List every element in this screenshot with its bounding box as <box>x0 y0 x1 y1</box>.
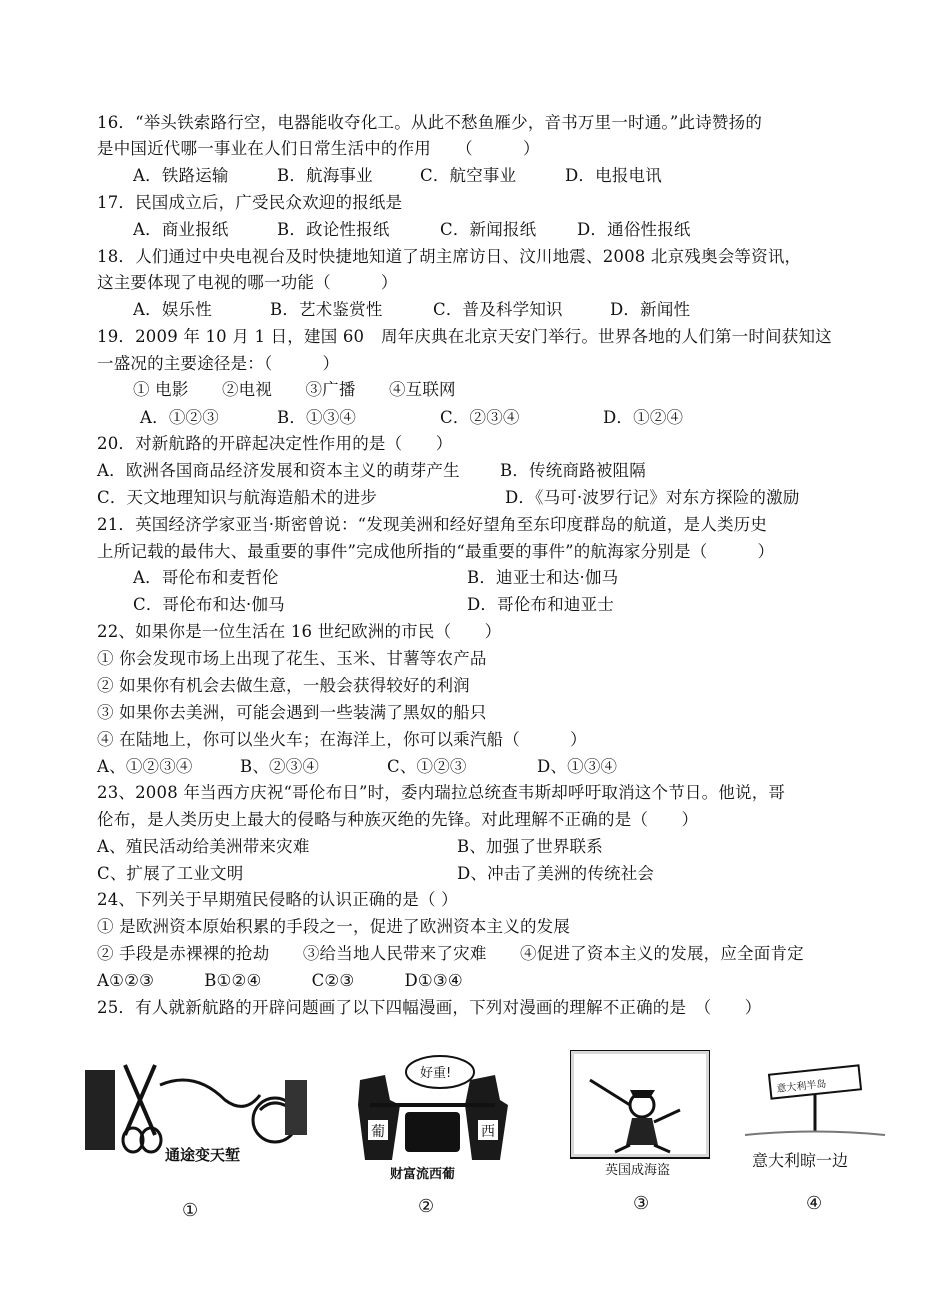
q21-stem-line1: 21．英国经济学家亚当·斯密曾说：“发现美洲和经好望角至东印度群岛的航道，是人类历史 <box>97 515 768 534</box>
q18-option-c: C．普及科学知识 <box>433 300 563 319</box>
cartoon-2-caption: 财富流西葡 <box>390 1167 456 1180</box>
q23-stem-line2: 伦布，是人类历史上最大的侵略与种族灭绝的先锋。对此理解不正确的是（ ） <box>97 810 699 829</box>
q22-item-3: ③ 如果你去美洲，可能会遇到一些装满了黑奴的船只 <box>97 703 487 722</box>
q17-option-c: C．新闻报纸 <box>440 220 537 239</box>
q16-stem-line2: 是中国近代哪一事业在人们日常生活中的作用 （ ） <box>97 139 540 158</box>
q18-option-b: B．艺术鉴赏性 <box>270 300 383 319</box>
q22-item-1: ① 你会发现市场上出现了花生、玉米、甘薯等农产品 <box>97 649 487 668</box>
q22-option-c: C、①②③ <box>387 757 467 776</box>
q23-option-b: B、加强了世界联系 <box>457 837 603 856</box>
q17-option-b: B．政论性报纸 <box>277 220 390 239</box>
q19-stem-line1: 19．2009 年 10 月 1 日，建国 60 周年庆典在北京天安门举行。世界各地的人们第一时间获知这 <box>97 327 832 346</box>
cartoon-3-number: ③ <box>633 1193 650 1214</box>
q16-option-c: C．航空事业 <box>420 166 517 185</box>
cartoon-2-right-tag: 西 <box>481 1124 495 1140</box>
q16-option-b: B．航海事业 <box>277 166 373 185</box>
q17-option-d: D．通俗性报纸 <box>577 220 691 239</box>
q23-stem-line1: 23、2008 年当西方庆祝“哥伦布日”时，委内瑞拉总统查韦斯却呼吁取消这个节日。他说，哥 <box>97 783 786 802</box>
q23-option-c: C、扩展了工业文明 <box>97 864 244 883</box>
q22-stem: 22、如果你是一位生活在 16 世纪欧洲的市民（ ） <box>97 622 502 641</box>
q21-option-c: C．哥伦布和达·伽马 <box>133 595 285 614</box>
q24-options: A①②③ B①②④ C②③ D①③④ <box>97 971 463 990</box>
q19-option-a: A．①②③ <box>140 408 219 427</box>
q18-option-a: A．娱乐性 <box>133 300 212 319</box>
q25-stem: 25．有人就新航路的开辟问题画了以下四幅漫画，下列对漫画的理解不正确的是 （ ） <box>97 998 762 1017</box>
q22-item-4: ④ 在陆地上，你可以坐火车；在海洋上，你可以乘汽船（ ） <box>97 730 587 749</box>
cartoon-3 <box>570 1050 710 1180</box>
q24-stem: 24、下列关于早期殖民侵略的认识正确的是（ ） <box>97 890 458 909</box>
cartoon-4-drawing <box>740 1040 885 1170</box>
q20-option-a: A．欧洲各国商品经济发展和资本主义的萌芽产生 <box>97 461 460 480</box>
q16-option-a: A．铁路运输 <box>133 166 229 185</box>
cartoon-1-drawing <box>85 1040 310 1170</box>
q22-item-2: ② 如果你有机会去做生意，一般会获得较好的利润 <box>97 676 470 695</box>
q21-option-b: B．迪亚士和达·伽马 <box>467 568 619 587</box>
q22-option-b: B、②③④ <box>240 757 320 776</box>
cartoon-2 <box>330 1040 530 1180</box>
cartoon-1-number: ① <box>182 1200 199 1221</box>
cartoon-3-drawing <box>570 1050 710 1180</box>
q17-stem: 17．民国成立后，广受民众欢迎的报纸是 <box>97 193 403 212</box>
q20-stem: 20．对新航路的开辟起决定性作用的是（ ） <box>97 434 453 453</box>
cartoon-2-bubble-text: 好重! <box>420 1066 452 1081</box>
cartoon-1 <box>85 1040 310 1170</box>
q22-option-a: A、①②③④ <box>97 757 193 776</box>
cartoon-2-drawing <box>330 1040 530 1180</box>
cartoon-4-sign: 意大利半岛 <box>776 1078 827 1096</box>
q17-option-a: A．商业报纸 <box>133 220 229 239</box>
cartoon-4-number: ④ <box>806 1193 823 1214</box>
q18-option-d: D．新闻性 <box>610 300 691 319</box>
q19-items: ① 电影 ②电视 ③广播 ④互联网 <box>133 380 456 399</box>
cartoon-3-caption: 英国成海盗 <box>605 1163 671 1178</box>
q24-item-1: ① 是欧洲资本原始积累的手段之一，促进了欧洲资本主义的发展 <box>97 917 571 936</box>
q20-option-c: C．天文地理知识与航海造船术的进步 <box>97 488 378 507</box>
q16-option-d: D．电报电讯 <box>565 166 662 185</box>
q19-option-d: D．①②④ <box>603 408 684 427</box>
cartoon-2-left-tag: 葡 <box>371 1124 385 1140</box>
q21-option-a: A．哥伦布和麦哲伦 <box>133 568 279 587</box>
q21-stem-line2: 上所记载的最伟大、最重要的事件”完成他所指的“最重要的事件”的航海家分别是（ ） <box>97 542 775 561</box>
cartoon-2-number: ② <box>418 1196 435 1217</box>
q20-option-b: B．传统商路被阻隔 <box>500 461 646 480</box>
q18-stem-line1: 18．人们通过中央电视台及时快捷地知道了胡主席访日、汶川地震、2008 北京残奥会等资讯， <box>97 247 802 266</box>
q22-option-d: D、①③④ <box>537 757 618 776</box>
cartoon-1-caption: 通途变天堑 <box>165 1146 241 1164</box>
q19-option-c: C．②③④ <box>440 408 520 427</box>
q21-option-d: D．哥伦布和迪亚士 <box>467 595 615 614</box>
q20-option-d: D．《马可·波罗行记》对东方探险的激励 <box>505 488 800 507</box>
cartoon-4 <box>740 1040 885 1170</box>
q19-stem-line2: 一盛况的主要途径是：（ ） <box>97 354 340 373</box>
cartoon-4-caption: 意大利晾一边 <box>752 1151 849 1170</box>
q19-option-b: B．①③④ <box>277 408 357 427</box>
q16-stem-line1: 16．“举头铁索路行空，电器能收夺化工。从此不愁鱼雁少，音书万里一时通。”此诗赞扬的 <box>97 113 763 132</box>
q18-stem-line2: 这主要体现了电视的哪一功能（ ） <box>97 273 398 292</box>
q23-option-a: A、殖民活动给美洲带来灾难 <box>97 837 310 856</box>
q23-option-d: D、冲击了美洲的传统社会 <box>457 864 655 883</box>
q24-item-2: ② 手段是赤裸裸的抢劫 ③给当地人民带来了灾难 ④促进了资本主义的发展，应全面肯定 <box>97 944 804 963</box>
